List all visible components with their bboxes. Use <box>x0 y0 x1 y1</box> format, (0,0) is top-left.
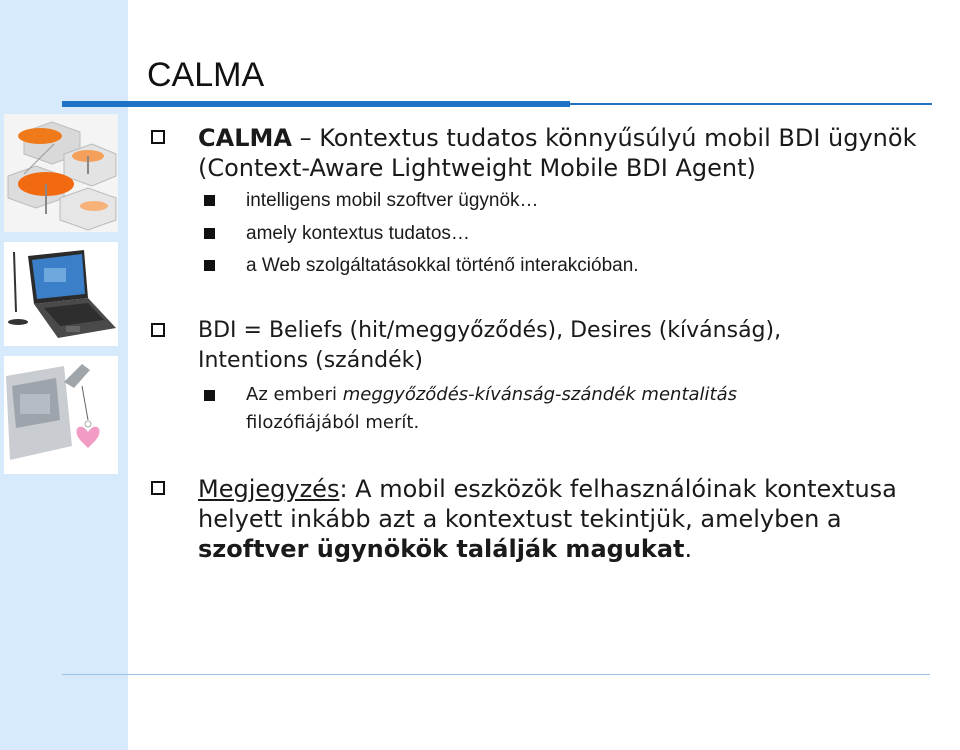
sub-bullet <box>204 260 215 271</box>
bullet-3-line-3 <box>198 534 692 564</box>
sub-bullet-1: intelligens mobil szoftver ügynök… <box>246 190 539 211</box>
bullet-box <box>151 481 165 495</box>
bullet-2-line-2: Intentions (szándék) <box>198 348 423 373</box>
sub-bullet-4-line-1 <box>246 380 737 410</box>
period: . <box>684 535 693 563</box>
bold-phrase: szoftver ügynökök találják magukat <box>198 535 685 563</box>
sub-text-italic: meggyőződés-kívánság-szándék mentalitás <box>342 384 738 405</box>
page-title: CALMA <box>147 56 265 94</box>
bullet-1-line-2: (Context-Aware Lightweight Mobile BDI Agent) <box>198 154 756 182</box>
laptop-illustration-icon <box>4 242 118 346</box>
sub-text: Az emberi <box>246 384 343 405</box>
bullet-3-line-1 <box>198 474 897 504</box>
calma-bold: CALMA <box>198 124 292 152</box>
bullet-1-text: – Kontextus tudatos könnyűsúlyú mobil BDI ügynök <box>291 124 917 152</box>
network-illustration-icon <box>4 114 118 232</box>
bullet-3-line-2: helyett inkább azt a kontextust tekintjük, amelyben a <box>198 505 842 533</box>
sub-bullet-2: amely kontextus tudatos… <box>246 223 470 244</box>
sub-bullet <box>204 195 215 206</box>
title-underline <box>62 101 570 107</box>
bullet-box <box>151 323 165 337</box>
sub-bullet <box>204 228 215 239</box>
sub-bullet-3: a Web szolgáltatásokkal történő interakcióban. <box>246 255 639 276</box>
bullet-box <box>151 130 165 144</box>
title-underline-thin <box>570 103 932 105</box>
note-label: Megjegyzés <box>198 475 340 503</box>
bullet-2-line-1: BDI = Beliefs (hit/meggyőződés), Desires (kívánság), <box>198 318 782 343</box>
sub-bullet <box>204 390 215 401</box>
footer-divider <box>62 674 930 675</box>
bullet-1-line-1 <box>198 123 916 153</box>
bullet-3-text: : A mobil eszközök felhasználóinak kontextusa <box>339 475 897 503</box>
sub-bullet-4-line-2: filozófiájából merít. <box>246 412 420 433</box>
mobile-phone-illustration-icon <box>4 356 118 474</box>
